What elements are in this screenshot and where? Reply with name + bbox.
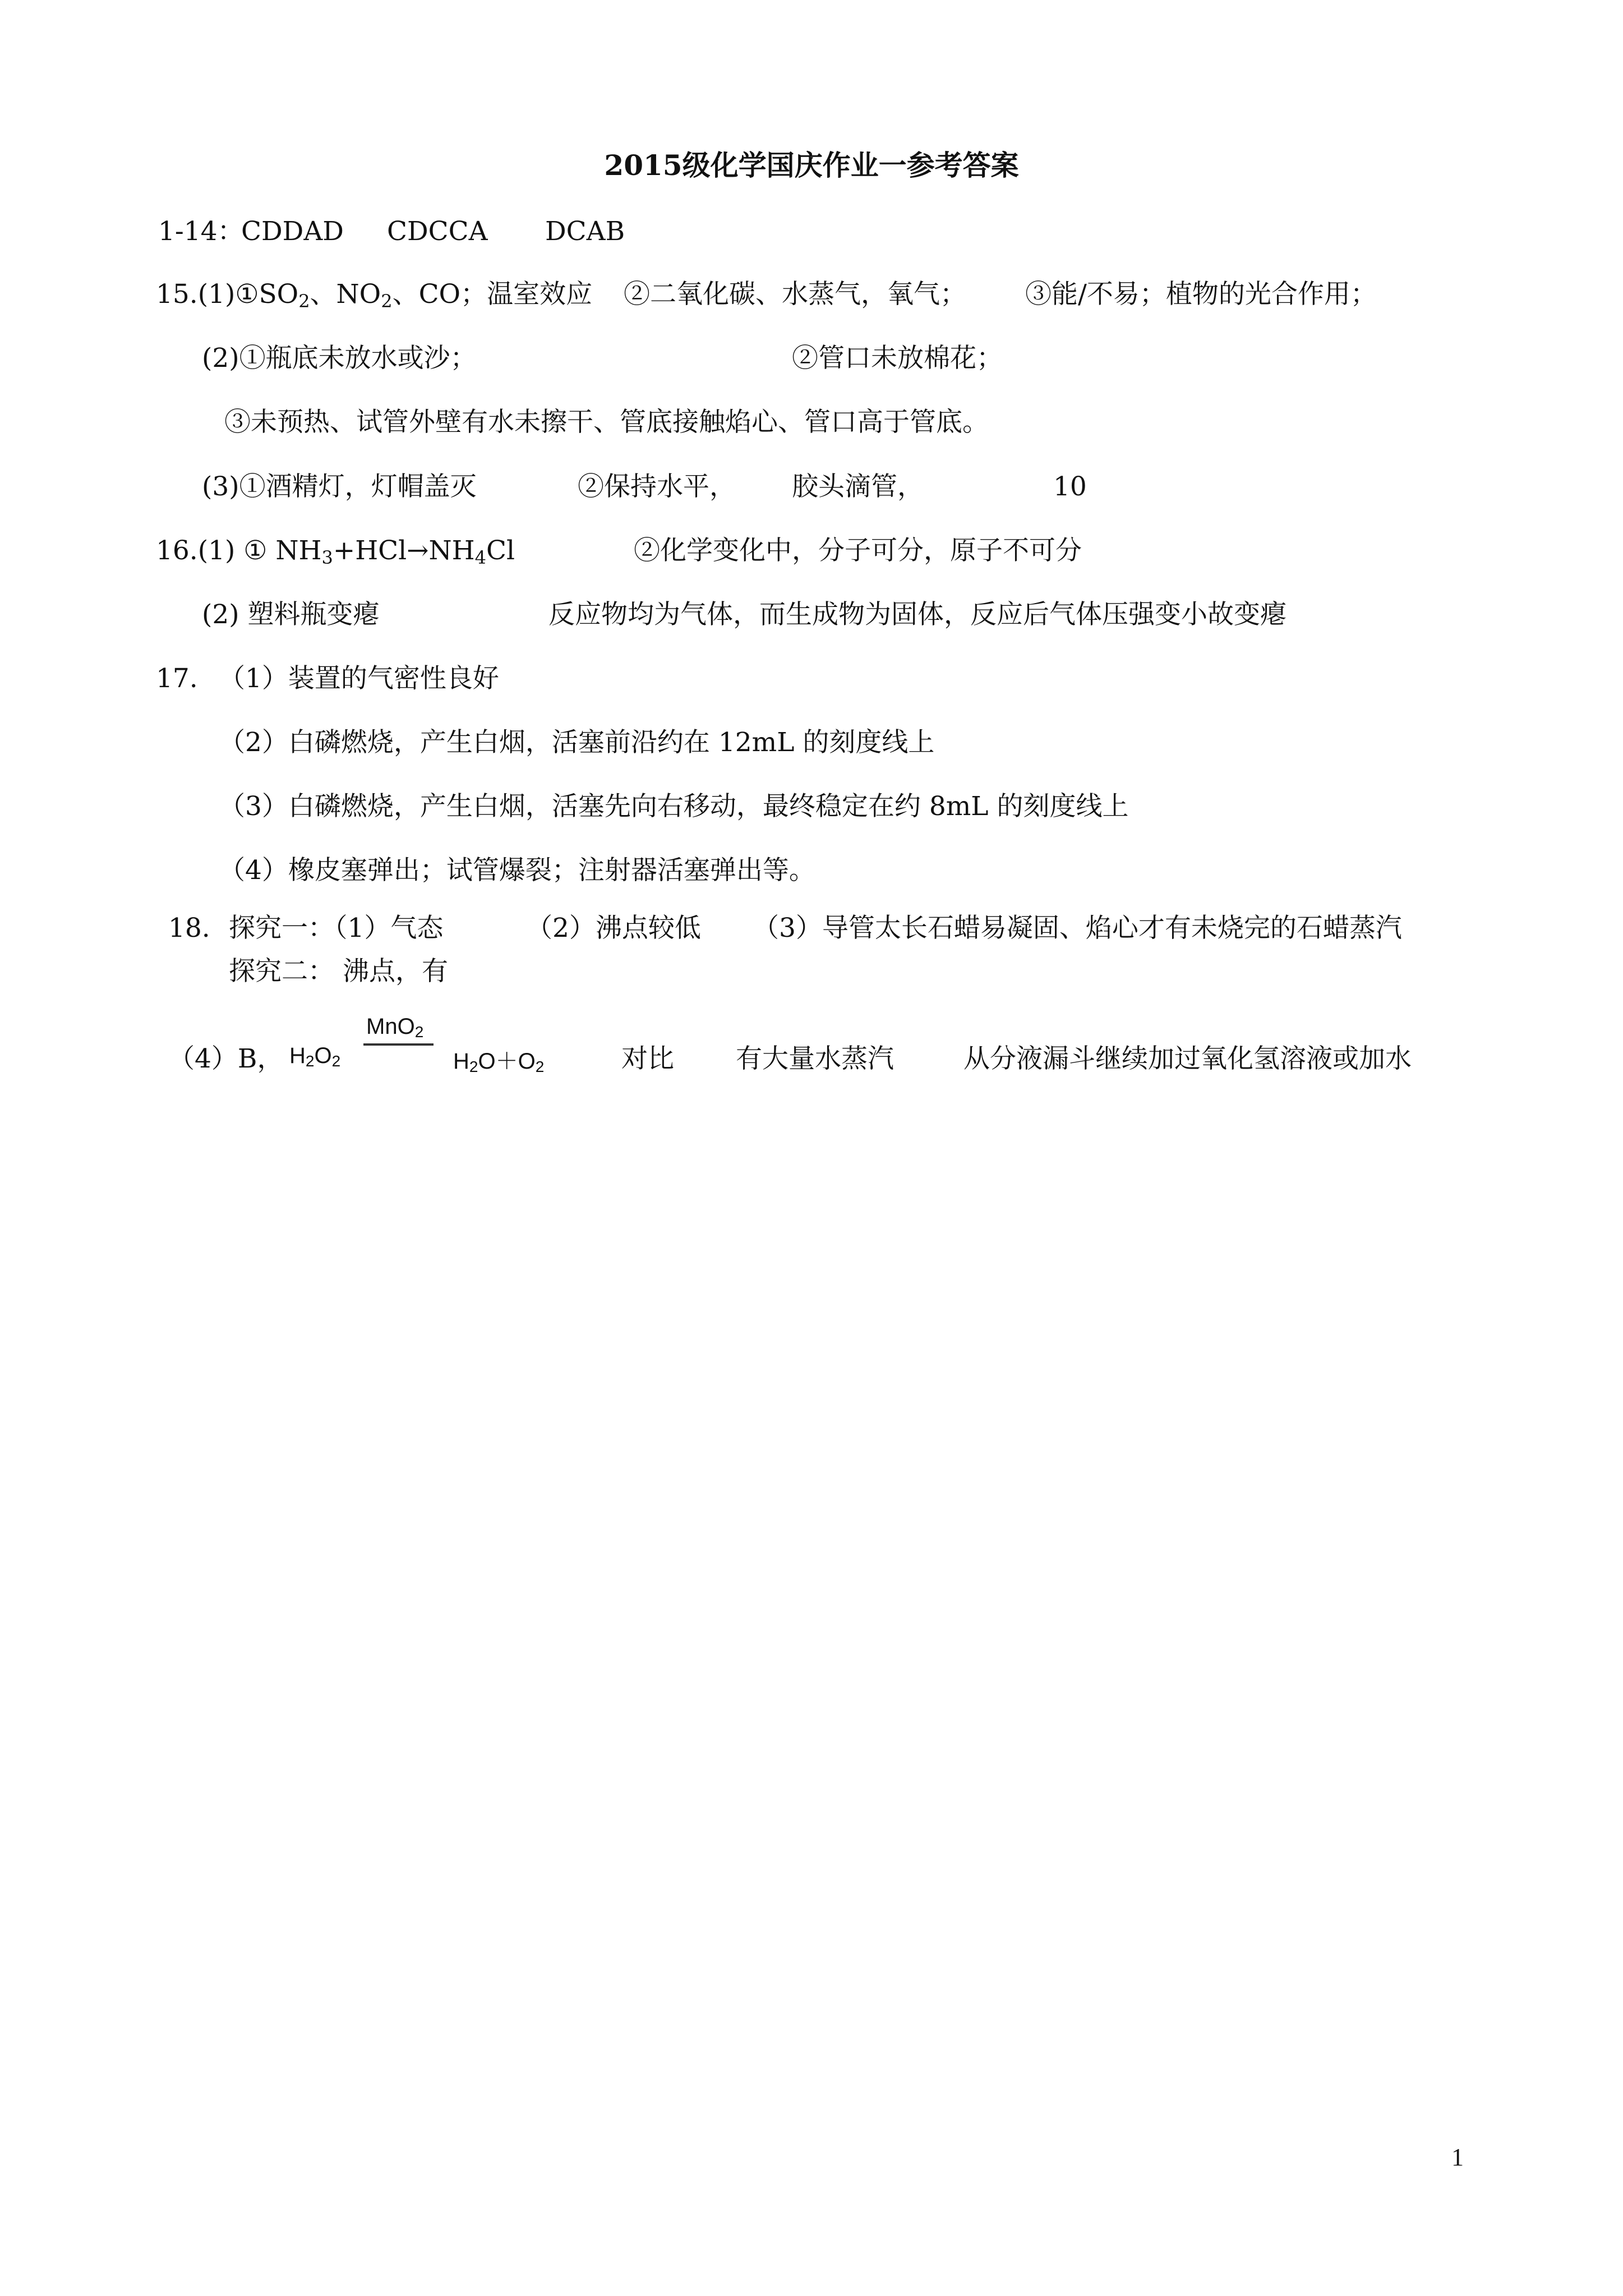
- q16-part1-b: ②化学变化中，分子可分，原子不可分: [634, 535, 1082, 566]
- equation-reaction-bar: [363, 1043, 434, 1046]
- q18-label: 18.: [168, 913, 210, 944]
- subscript: 2: [381, 291, 393, 312]
- eq-p-h: H: [453, 1049, 469, 1074]
- q18-p4-c: 从分液漏斗继续加过氧化氢溶液或加水: [963, 1043, 1412, 1074]
- answers-1-5: CDDAD: [241, 216, 344, 247]
- q17-p2: （2）白磷燃烧，产生白烟，活塞前沿约在 12mL 的刻度线上: [219, 727, 935, 758]
- subscript: 2: [535, 1058, 545, 1075]
- equation-products: [453, 1043, 544, 1075]
- q18-e4: 探究二： 沸点，有: [229, 956, 448, 987]
- q18-e3: （3）导管太长石蜡易凝固、焰心才有未烧完的石蜡蒸汽: [753, 913, 1402, 944]
- q15-p1-mid: 、NO: [310, 279, 381, 310]
- q17-p4: （4）橡皮塞弹出；试管爆裂；注射器活塞弹出等。: [219, 855, 815, 886]
- q15-p1-label: 15.(1)①SO: [156, 279, 299, 310]
- q16-part2-a: (2) 塑料瓶变瘪: [202, 599, 380, 630]
- subscript: 2: [305, 1052, 315, 1070]
- q15-part3-d: 10: [1053, 471, 1087, 502]
- q15-part1-b: ②二氧化碳、水蒸气，氧气；: [624, 279, 966, 310]
- page-number: 1: [1451, 2143, 1464, 2171]
- decomposition-equation: [285, 1014, 577, 1076]
- eq-p-mid: O＋O: [478, 1049, 536, 1074]
- q15-part2-c: ③未预热、试管外壁有水未擦干、管底接触焰心、管口高于管底。: [224, 407, 989, 438]
- q18-p4-b: 有大量水蒸汽: [736, 1043, 894, 1074]
- q16-p1-mid: +HCl→NH: [333, 535, 475, 566]
- eq-catalyst-text: MnO: [366, 1014, 415, 1039]
- q18-p4-label: （4）B，: [168, 1043, 284, 1074]
- q15-part1-c: ③能/不易；植物的光合作用；: [1025, 279, 1377, 310]
- answers-1-14-label: 1-14：: [158, 216, 244, 247]
- q15-part1-a: [156, 278, 592, 311]
- subscript: 4: [474, 547, 487, 568]
- subscript: 3: [321, 547, 333, 568]
- q16-part2-b: 反应物均为气体，而生成物为固体，反应后气体压强变小故变瘪: [548, 599, 1287, 630]
- equation-catalyst: [366, 1014, 423, 1039]
- q15-part3-c: 胶头滴管，: [792, 471, 924, 502]
- q15-part3-b: ②保持水平，: [578, 471, 736, 502]
- q18-e2: （2）沸点较低: [526, 913, 701, 944]
- q18-e1: 探究一：（1）气态: [229, 913, 444, 944]
- page-title: 2015级化学国庆作业一参考答案: [604, 149, 1019, 182]
- eq-r-o: O: [314, 1043, 332, 1068]
- q15-part3-a: (3)①酒精灯，灯帽盖灭: [202, 471, 477, 502]
- answers-11-14: DCAB: [545, 216, 625, 247]
- q15-part2-a: (2)①瓶底未放水或沙；: [202, 343, 477, 374]
- q16-p1-post: Cl: [486, 535, 515, 566]
- q17-label: 17.: [156, 663, 198, 694]
- eq-r-h: H: [289, 1043, 306, 1068]
- subscript: 2: [414, 1023, 424, 1041]
- q18-p4-a: 对比: [621, 1043, 674, 1074]
- q15-part2-b: ②管口未放棉花；: [792, 343, 1003, 374]
- q16-part1-a: [156, 534, 515, 568]
- subscript: 2: [298, 291, 310, 312]
- equation-reactant: [289, 1043, 340, 1069]
- q17-p3: （3）白磷燃烧，产生白烟，活塞先向右移动，最终稳定在约 8mL 的刻度线上: [219, 791, 1129, 822]
- subscript: 2: [469, 1058, 478, 1075]
- answers-6-10: CDCCA: [387, 216, 488, 247]
- subscript: 2: [331, 1052, 341, 1070]
- q16-p1-pre: 16.(1) ① NH: [156, 535, 322, 566]
- q15-p1-rest: 、CO；温室效应: [392, 279, 593, 310]
- q17-p1: （1）装置的气密性良好: [219, 663, 499, 694]
